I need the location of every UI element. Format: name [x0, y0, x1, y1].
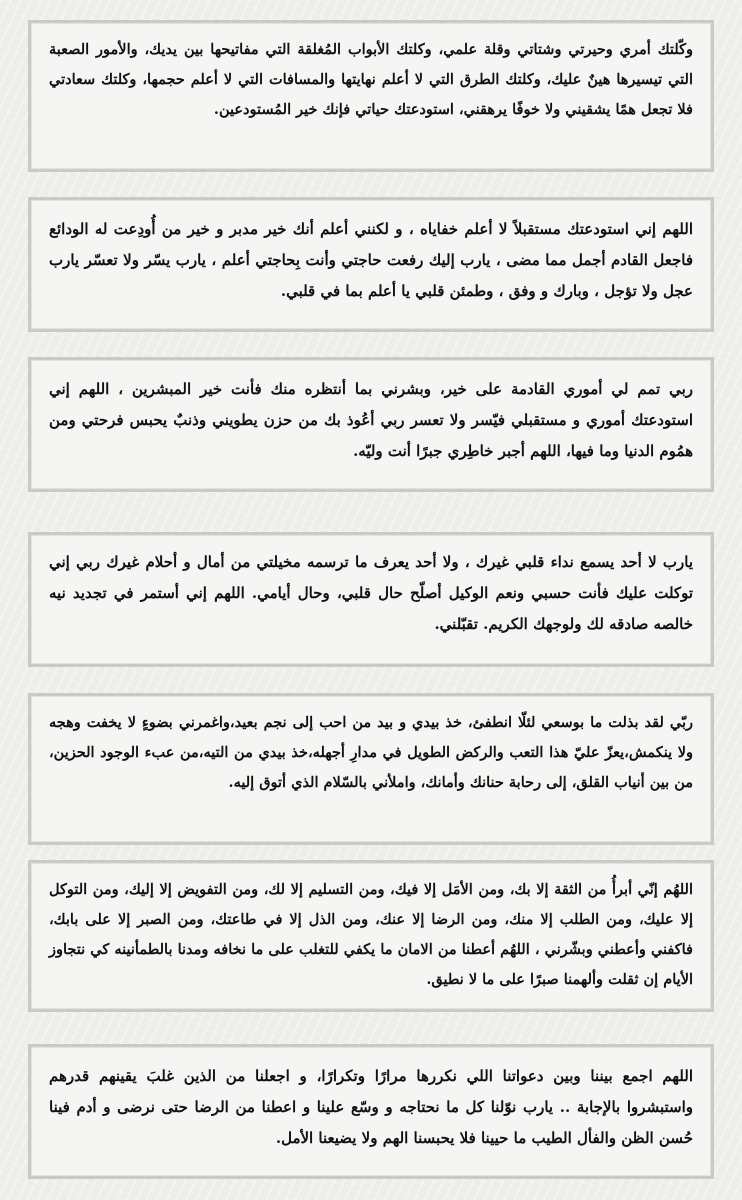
prayer-card [28, 197, 714, 332]
prayer-text: ربّي لقد بذلت ما بوسعي لئلّا انطفئ، خذ بيدي و بيد من احب إلى نجم بعيد،واغمرني بضوءٍ لا يخفت وهجه ولا ينكمش،يعزّ عليّ هذا التعب والركض الطويل في مدارِ أجهله،خذ بيدي من التيه،من عبء الوجود الحزين، من بين أنياب القلق، إلى رحابة حنانك وأمانك، واملأني بالسّلام الذي أتوق إليه. [49, 714, 693, 791]
prayer-card [28, 693, 714, 845]
prayer-card [28, 1044, 714, 1179]
prayer-text: اللهُم إنّي أبرأُ من الثقة إلا بك، ومن الأمَل إلا فيك، ومن التسليم إلا لك، ومن التفويض إلا إليك، ومن التوكل إلا عليك، ومن الطلب إلا منك، ومن الرضا إلا عنك، ومن الذل إلا في طاعتك، ومن الصبر إلا على بابك، فاكفني وأعطني وبشّرني ، اللهُم أعطنا من الامان ما يكفي للتغلب على ما نخافه ومدنا بالطمأنينه كي نتجاوز الأيام إن ثقلت وألهمنا صبرًا على ما لا نطيق. [49, 881, 693, 988]
prayer-card [28, 357, 714, 492]
prayer-card [28, 20, 714, 172]
prayer-text: يارب لا أحد يسمع نداء قلبي غيرك ، ولا أحد يعرف ما ترسمه مخيلتي من أمال و أحلام غيرك ربي إني توكلت عليك فأنت حسبي ونعم الوكيل أصلّح حال قلبي، وحال أيامي. اللهم إني أستمر في تجديد نيه خالصه صادقه لك ولوجهك الكريم. تقبّلني. [49, 553, 693, 633]
prayer-text: اللهم إني استودعتك مستقبلاً لا أعلم خفاياه ، و لكنني أعلم أنك خير مدبر و خير من أُودِعت له الودائع فاجعل القادم أجمل مما مضى ، يارب إليك رفعت حاجتي وأنت بِحاجتي أعلم ، يارب يسّر ولا تعسّر يارب عجل ولا تؤجل ، وبارك و وفق ، وطمئن قلبي يا أعلم بما في قلبي. [49, 220, 693, 300]
prayer-card [28, 860, 714, 1012]
prayer-card [28, 532, 714, 667]
prayer-text: ربي تمم لي أموري القادمة على خير، وبشرني بما أنتظره منك فأنت خير المبشرين ، اللهم إني استودعتك أموري و مستقبلي فيّسر ولا تعسر ربي أعُوذ بك من حزن يطويني وذنبٌ يحبس فرحتي ومن همُوم الدنيا وما فيها، اللهم أجبر خاطِري جبرًا أنت وليّه. [49, 380, 693, 460]
prayer-text: وكّلتك أمري وحيرتي وشتاتي وقلة علمي، وكلتك الأبواب المُغلقة التي مفاتيحها بين يديك، والأمور الصعبة التي تيسيرها هينٌ عليك، وكلتك الطرق التي لا أعلم نهايتها والمسافات التي لا أعلم حجمها، وكلتك سعادتي فلا تجعل همًا يشقيني ولا خوفًا يرهقني، استودعتك حياتي فإنك خير المُستودعين. [49, 41, 693, 118]
prayer-text: اللهم اجمع بيننا وبين دعواتنا اللي نكررها مرارًا وتكرارًا، و اجعلنا من الذين غلبَ يقينهم قدرهم واستبشروا بالإجابة .. يارب نوّلنا كل ما نحتاجه و وسّع علينا و اعطنا من الرضا حتى نرضى و أدم فينا حُسن الظن والفأل الطيب ما حيينا فلا يحبسنا الهم ولا يضيعنا الأمل. [49, 1067, 693, 1147]
